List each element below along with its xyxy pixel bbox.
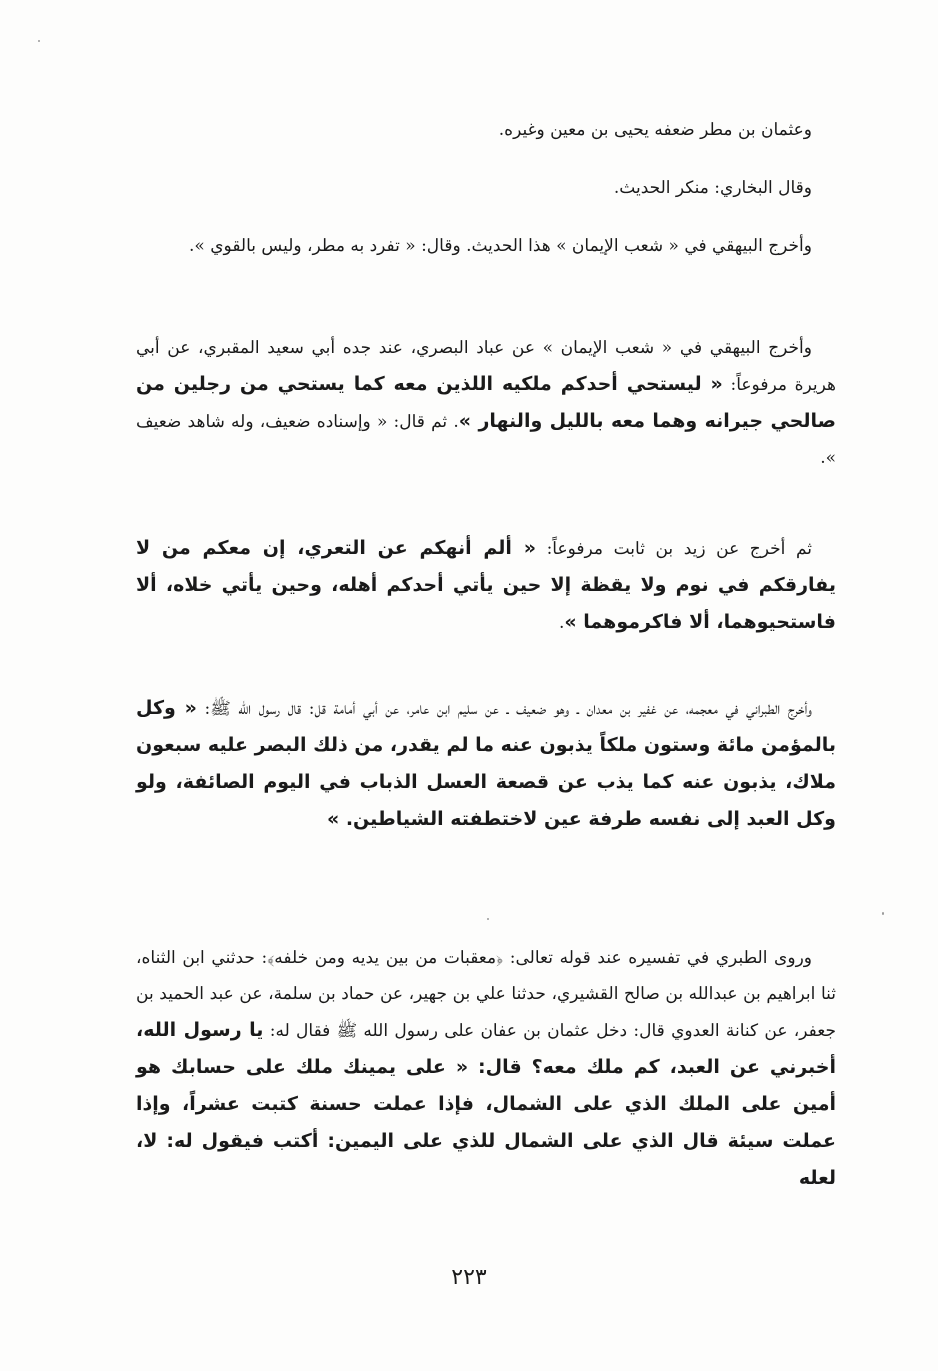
narration-text: . xyxy=(559,613,565,633)
scan-speck xyxy=(487,918,489,920)
hadith-quote: « ألم أنهكم عن التعري، إن معكم من لا يفارقكم في نوم ولا يقظة إلا حين يأتي أحدكم أهله، وحين يأتي خلاه، ألا فاستحيوهما، ألا فاكرموهما » xyxy=(136,537,836,633)
paragraph-text xyxy=(136,530,836,641)
paragraph-text xyxy=(136,940,836,1197)
narration-text: وأخرج البيهقي في « شعب الإيمان » عن عباد البصري، عند جده أبي سعيد المقبري، عن أبي هريرة مرفوعاً: xyxy=(136,338,836,395)
paragraph-text xyxy=(136,170,836,206)
hadith-quote: « وكل بالمؤمن مائة وستون ملكاً يذبون عنه ما لم يقدر، من ذلك البصر عليه سبعون ملاك، يذبون عنه كما يذب عن قصعة العسل الذباب في اليوم الصائفة، ولو وكل العبد إلى نفسه طرفة عين لاختطفته الشياطين. » xyxy=(136,697,836,830)
paragraph-5 xyxy=(136,530,836,641)
page-number: ٢٢٣ xyxy=(451,1265,487,1290)
paragraph-text xyxy=(136,228,836,264)
scan-speck xyxy=(38,40,40,42)
narration-text: وروى الطبري في تفسيره عند قوله تعالى: ﴿معقبات من بين يديه ومن خلفه﴾: حدثني ابن الثناه، ثنا ابراهيم بن عبدالله بن صالح القشيري، حدثنا علي بن جهير، عن حماد بن سلمة، عن عبد الحميد بن جعفر، عن كنانة العدوي قال: دخل عثمان بن عفان على رسول الله ﷺ فقال له: xyxy=(136,948,836,1041)
narration-text: وأخرج الطبراني في معجمه، عن غفير بن معدان ـ وهو ضعيف ـ عن سليم ابن عامر، عن أبي أمامة قل: قال رسول الله ﷺ: xyxy=(196,699,812,719)
narration-text: ثم أخرج عن زيد بن ثابت مرفوعاً: xyxy=(536,539,813,559)
paragraph-4 xyxy=(136,330,836,476)
paragraph-6 xyxy=(136,690,836,838)
paragraph-text xyxy=(136,112,836,148)
paragraph-1 xyxy=(136,112,836,148)
paragraph-2 xyxy=(136,170,836,206)
narration-text: . ثم قال: « وإسناده ضعيف، وله شاهد ضعيف ». xyxy=(136,412,836,468)
paragraph-text xyxy=(136,690,836,838)
paragraph-3 xyxy=(136,228,836,264)
scan-speck xyxy=(882,912,884,915)
narration-text: وأخرج البيهقي في « شعب الإيمان » هذا الحديث. وقال: « تفرد به مطر، وليس بالقوي ». xyxy=(189,236,812,256)
hadith-quote: يا رسول الله، أخبرني عن العبد، كم ملك معه؟ قال: « على يمينك ملك على حسابك هو أمين على الملك الذي على الشمال، فإذا عملت حسنة كتبت عشراً، وإذا عملت سيئة قال الذي على الشمال للذي على اليمين: أكتب فيقول له: لا، لعله xyxy=(136,1019,836,1189)
narration-text: وعثمان بن مطر ضعفه يحيى بن معين وغيره. xyxy=(498,120,812,140)
paragraph-7 xyxy=(136,940,836,1197)
narration-text: وقال البخاري: منكر الحديث. xyxy=(613,178,812,198)
hadith-quote: « ليستحي أحدكم ملكيه اللذين معه كما يستحي من رجلين من صالحي جيرانه وهما معه بالليل والنهار » xyxy=(136,373,836,432)
paragraph-text xyxy=(136,330,836,476)
